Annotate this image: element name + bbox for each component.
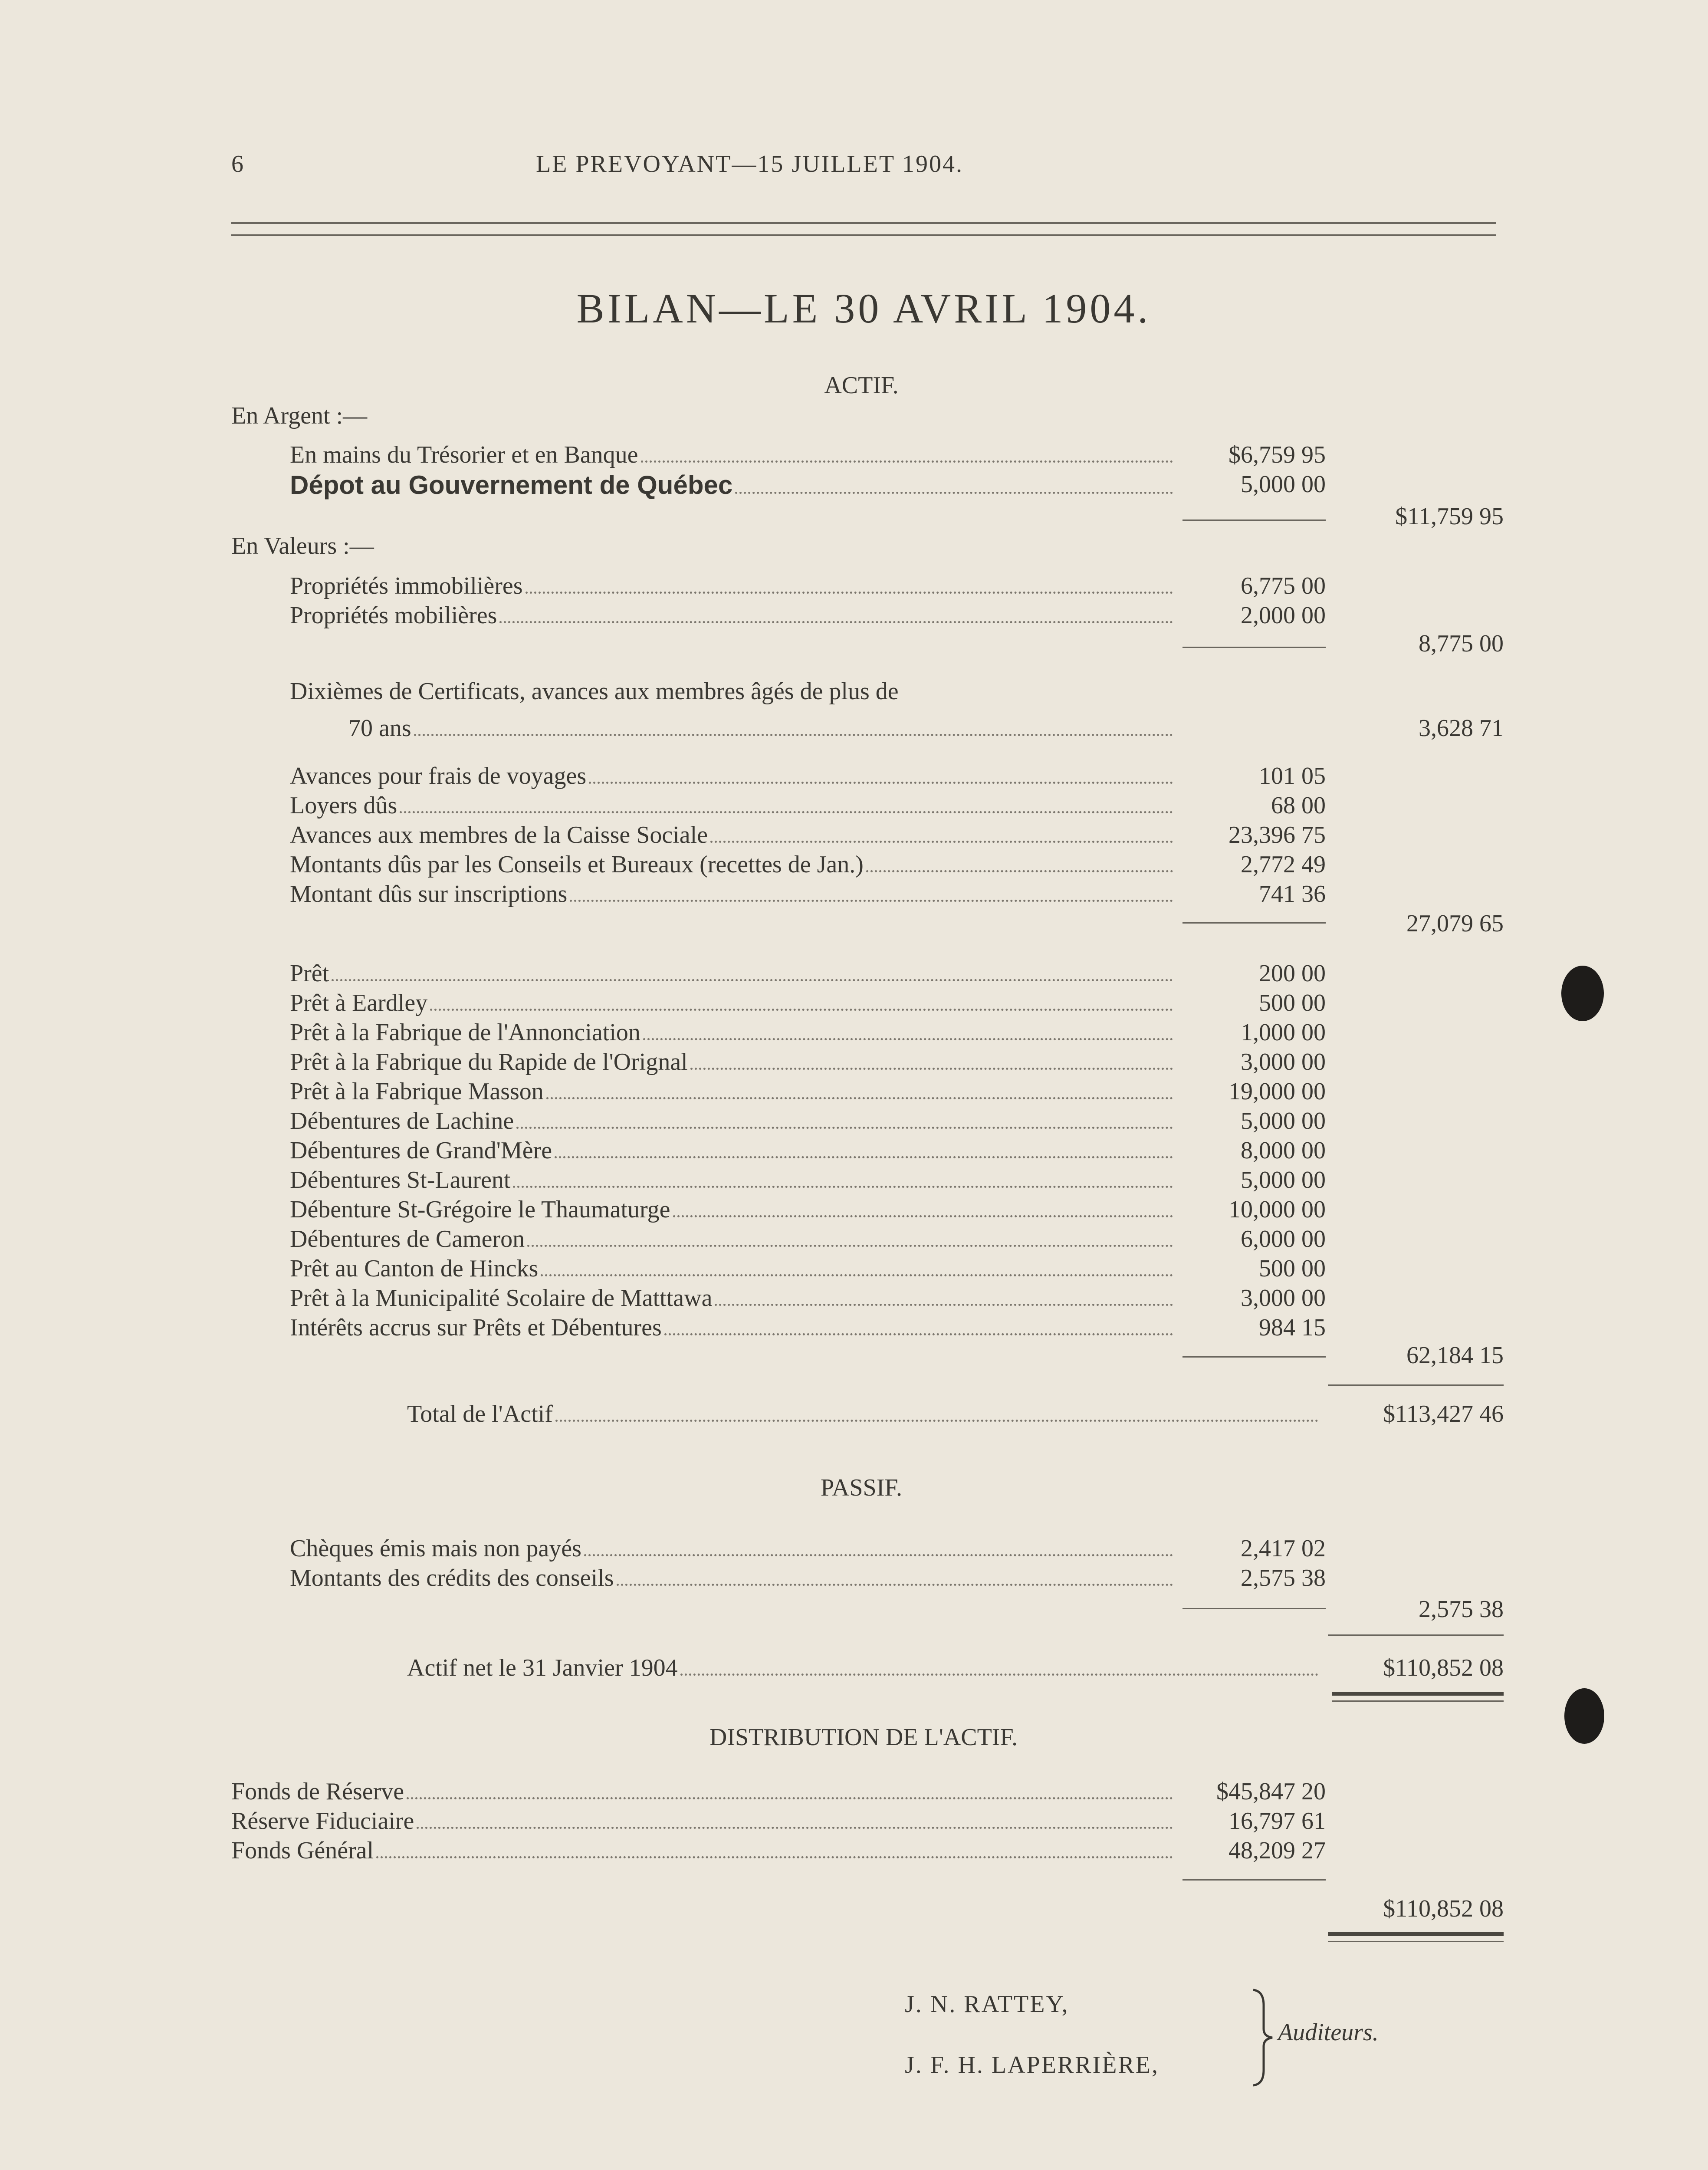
amount: 500 00 (1259, 1255, 1326, 1282)
list-item: Prêt (290, 961, 1177, 986)
list-item: Propriétés mobilières (290, 603, 1177, 628)
list-item: Propriétés immobilières (290, 574, 1177, 598)
subtotal-rule (1182, 519, 1326, 521)
list-item: Prêt à Eardley (290, 991, 1177, 1015)
binding-hole (1564, 1688, 1604, 1744)
list-item: En mains du Trésorier et en Banque (290, 443, 1177, 467)
list-item: Prêt à la Municipalité Scolaire de Matttawa (290, 1286, 1177, 1310)
amount: 2,000 00 (1241, 602, 1326, 629)
subtotal-rule (1182, 647, 1326, 648)
list-item: Avances aux membres de la Caisse Sociale (290, 823, 1177, 847)
amount: 500 00 (1259, 990, 1326, 1016)
amount: 6,000 00 (1241, 1226, 1326, 1253)
balance-sheet-title: BILAN—LE 30 AVRIL 1904. (576, 285, 1151, 332)
header-rule-top (231, 222, 1496, 224)
list-item: Débentures de Cameron (290, 1227, 1177, 1251)
list-item: Montants des crédits des conseils (290, 1566, 1177, 1590)
amount: 19,000 00 (1228, 1078, 1326, 1105)
auditors-role: Auditeurs. (1278, 2019, 1379, 2046)
list-item: Montants dûs par les Conseils et Bureaux (recettes de Jan.) (290, 852, 1177, 877)
amount: 10,000 00 (1228, 1196, 1326, 1223)
amount: 5,000 00 (1241, 1167, 1326, 1194)
prets-total: 62,184 15 (1406, 1342, 1504, 1369)
amount: 2,417 02 (1241, 1535, 1326, 1562)
binding-hole (1561, 966, 1604, 1021)
en-valeurs-label: En Valeurs :— (231, 533, 374, 559)
amount: 6,775 00 (1241, 572, 1326, 599)
dixiemes-label: Dixièmes de Certificats, avances aux membres âgés de plus de (290, 678, 899, 705)
list-item: Intérêts accrus sur Prêts et Débentures (290, 1315, 1177, 1340)
en-argent-total: $11,759 95 (1395, 503, 1504, 530)
amount: 101 05 (1259, 763, 1326, 789)
en-argent-label: En Argent :— (231, 402, 368, 429)
list-item: Prêt à la Fabrique de l'Annonciation (290, 1020, 1177, 1045)
dixiemes-total: 3,628 71 (1419, 715, 1504, 742)
avances-total: 27,079 65 (1406, 910, 1504, 937)
total-rule (1328, 1384, 1504, 1386)
list-item: Fonds de Réserve (231, 1779, 1177, 1804)
amount: $6,759 95 (1228, 441, 1326, 468)
subtotal-rule (1182, 1356, 1326, 1358)
total-rule (1328, 1634, 1504, 1636)
amount: 3,000 00 (1241, 1285, 1326, 1312)
amount: 200 00 (1259, 960, 1326, 987)
list-item: Montant dûs sur inscriptions (290, 882, 1177, 906)
amount: 5,000 00 (1241, 471, 1326, 498)
amount: 5,000 00 (1241, 1108, 1326, 1134)
list-item: Prêt à la Fabrique du Rapide de l'Orignal (290, 1050, 1177, 1074)
page-header-title: LE PREVOYANT—15 JUILLET 1904. (536, 151, 964, 178)
subtotal-rule (1182, 1879, 1326, 1881)
passif-heading: PASSIF. (820, 1474, 903, 1501)
auditor-name: J. N. RATTEY, (905, 1991, 1069, 2018)
amount: 2,772 49 (1241, 851, 1326, 878)
actif-net-row: Actif net le 31 Janvier 1904 (407, 1656, 1323, 1680)
page-number: 6 (231, 151, 243, 178)
list-item: Fonds Général (231, 1838, 1177, 1863)
list-item: 70 ans (348, 716, 1177, 740)
brace-icon (1250, 1988, 1276, 2088)
amount: 68 00 (1271, 792, 1326, 819)
distribution-total: $110,852 08 (1383, 1895, 1504, 1922)
auditor-name: J. F. H. LAPERRIÈRE, (905, 2052, 1159, 2078)
list-item: Avances pour frais de voyages (290, 764, 1177, 788)
total-actif-amount: $113,427 46 (1383, 1401, 1504, 1427)
en-valeurs-total: 8,775 00 (1419, 630, 1504, 657)
list-item: Réserve Fiduciaire (231, 1809, 1177, 1833)
double-rule (1332, 1692, 1504, 1696)
actif-heading: ACTIF. (824, 372, 899, 399)
amount: 741 36 (1259, 881, 1326, 907)
total-actif-row: Total de l'Actif (407, 1402, 1323, 1426)
list-item: Prêt à la Fabrique Masson (290, 1079, 1177, 1104)
amount: 3,000 00 (1241, 1049, 1326, 1075)
amount: 984 15 (1259, 1314, 1326, 1341)
amount: 48,209 27 (1228, 1837, 1326, 1864)
distribution-heading: DISTRIBUTION DE L'ACTIF. (709, 1724, 1018, 1751)
double-rule (1328, 1932, 1504, 1936)
subtotal-rule (1182, 1608, 1326, 1609)
list-item: Loyers dûs (290, 793, 1177, 818)
list-item: Débentures St-Laurent (290, 1168, 1177, 1192)
amount: 23,396 75 (1228, 822, 1326, 848)
double-rule (1328, 1941, 1504, 1942)
passif-total: 2,575 38 (1419, 1596, 1504, 1623)
double-rule (1332, 1700, 1504, 1702)
amount: 2,575 38 (1241, 1565, 1326, 1591)
list-item: Débenture St-Grégoire le Thaumaturge (290, 1197, 1177, 1222)
subtotal-rule (1182, 922, 1326, 924)
amount: $45,847 20 (1216, 1778, 1326, 1805)
amount: 16,797 61 (1228, 1808, 1326, 1835)
list-item: Dépot au Gouvernement de Québec (290, 472, 1177, 498)
amount: 1,000 00 (1241, 1019, 1326, 1046)
list-item: Chèques émis mais non payés (290, 1536, 1177, 1561)
list-item: Débentures de Lachine (290, 1109, 1177, 1133)
list-item: Débentures de Grand'Mère (290, 1138, 1177, 1163)
amount: 8,000 00 (1241, 1137, 1326, 1164)
list-item: Prêt au Canton de Hincks (290, 1256, 1177, 1281)
actif-net-amount: $110,852 08 (1383, 1654, 1504, 1681)
header-rule-bottom (231, 234, 1496, 236)
